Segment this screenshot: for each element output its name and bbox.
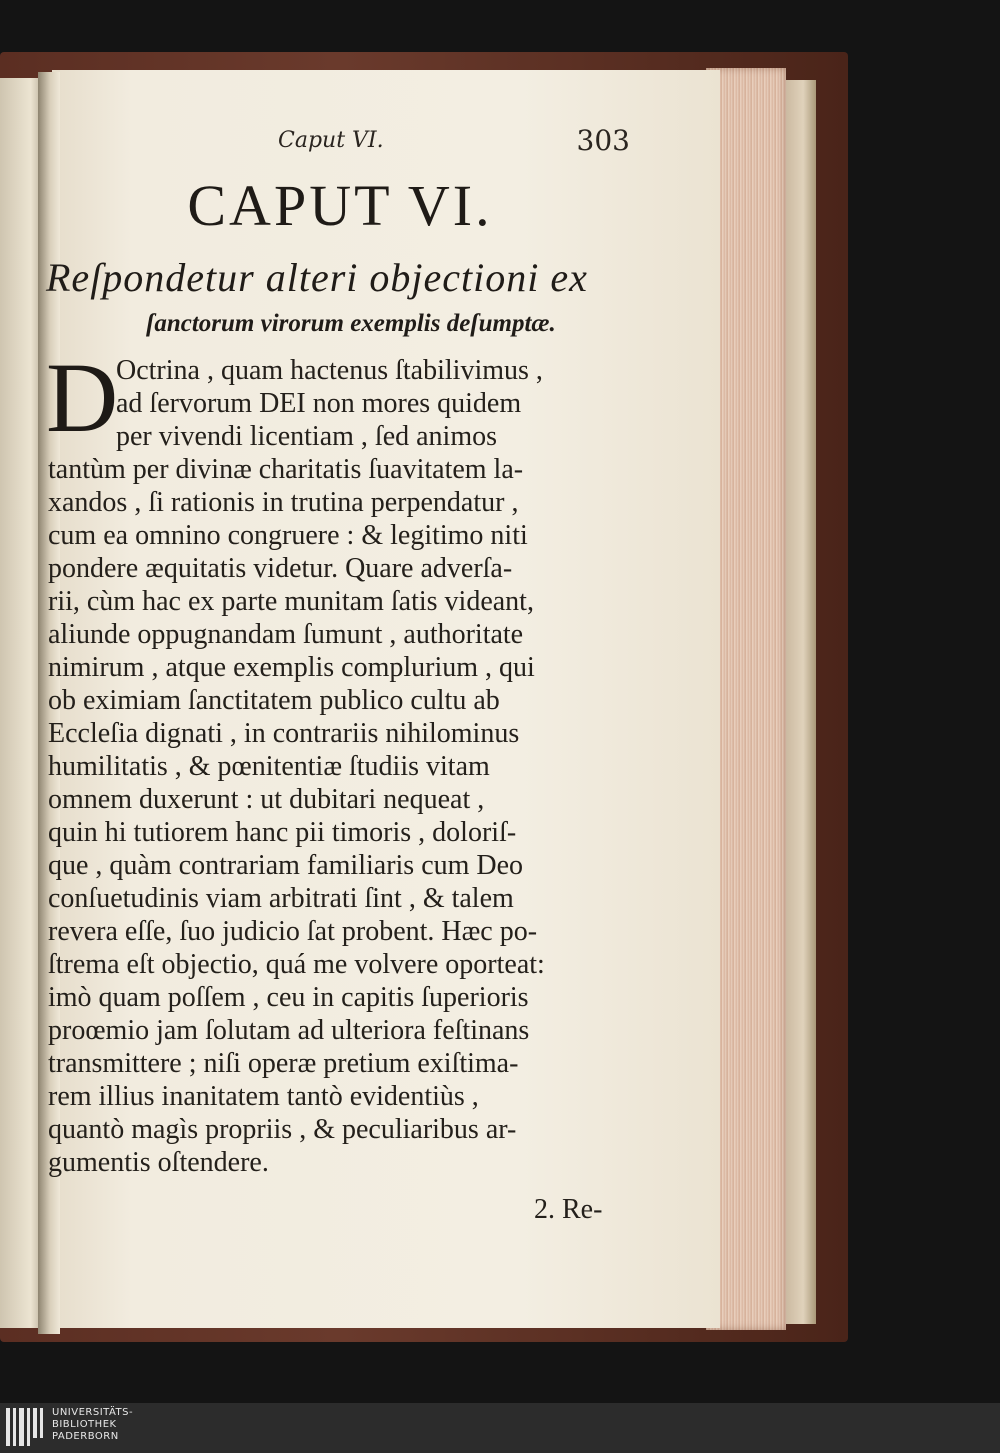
body-line: proœmio jam ſolutam ad ulteriora feſtinans — [48, 1015, 530, 1046]
back-cover-edge — [784, 80, 816, 1324]
body-line: quantò magìs propriis , & peculiaribus ar- — [48, 1114, 517, 1145]
body-line: revera eſſe, ſuo judicio ſat probent. Hæc po- — [48, 916, 538, 947]
logo-line: PADERBORN — [52, 1431, 119, 1442]
body-line: ob eximiam ſanctitatem publico cultu ab — [48, 685, 500, 716]
body-line: conſuetudinis viam arbitrati ſint , & talem — [48, 883, 514, 914]
library-footer — [0, 1403, 1000, 1453]
body-line: xandos , ſi rationis in trutina perpendatur , — [48, 487, 519, 518]
logo-line: BIBLIOTHEK — [52, 1419, 117, 1430]
subtitle-line-2: ſanctorum virorum exemplis deſumptæ. — [146, 310, 556, 337]
body-line: ſtrema eſt objectio, quá me volvere oporteat: — [48, 949, 545, 980]
body-line: aliunde oppugnandam ſumunt , authoritate — [48, 619, 524, 650]
running-head-title: Caput VI. — [278, 128, 384, 153]
body-line: imò quam poſſem , ceu in capitis ſuperioris — [48, 982, 529, 1013]
subtitle-line-1: Reſpondetur alteri objectioni ex — [46, 255, 588, 300]
library-logo-text — [52, 1407, 133, 1443]
drop-cap: D — [46, 342, 119, 453]
body-line: cum ea omnino congruere : & legitimo niti — [48, 520, 528, 551]
body-line: omnem duxerunt : ut dubitari nequeat , — [48, 784, 485, 815]
catchword: 2. Re- — [534, 1194, 603, 1225]
body-line: nimirum , atque exemplis complurium , qui — [48, 652, 535, 683]
body-line: humilitatis , & pœnitentiæ ſtudiis vitam — [48, 751, 490, 782]
body-line: gumentis oſtendere. — [48, 1147, 269, 1178]
body-line: rii, cùm hac ex parte munitam ſatis videant, — [48, 586, 534, 617]
library-logo-icon — [6, 1408, 46, 1448]
body-line: ad ſervorum DEI non mores quidem — [116, 388, 522, 419]
body-line: tantùm per divinæ charitatis ſuavitatem la- — [48, 454, 524, 485]
body-line: pondere æquitatis videtur. Quare adverſa- — [48, 553, 513, 584]
running-head — [270, 118, 630, 158]
body-line: rem illius inanitatem tantò evidentiùs , — [48, 1081, 479, 1112]
body-line: Eccleſia dignati , in contrariis nihilominus — [48, 718, 520, 749]
body-line: per vivendi licentiam , ſed animos — [116, 421, 498, 452]
body-line: que , quàm contrariam familiaris cum Deo — [48, 850, 524, 881]
page-number: 303 — [576, 124, 630, 157]
body-line: transmittere ; niſi operæ pretium exiſtima- — [48, 1048, 519, 1079]
logo-line: UNIVERSITÄTS- — [52, 1407, 134, 1418]
body-line: Octrina , quam hactenus ſtabilivimus , — [116, 355, 543, 386]
chapter-title: CAPUT VI. — [187, 173, 493, 238]
body-line: quin hi tutiorem hanc pii timoris , doloriſ- — [48, 817, 517, 848]
